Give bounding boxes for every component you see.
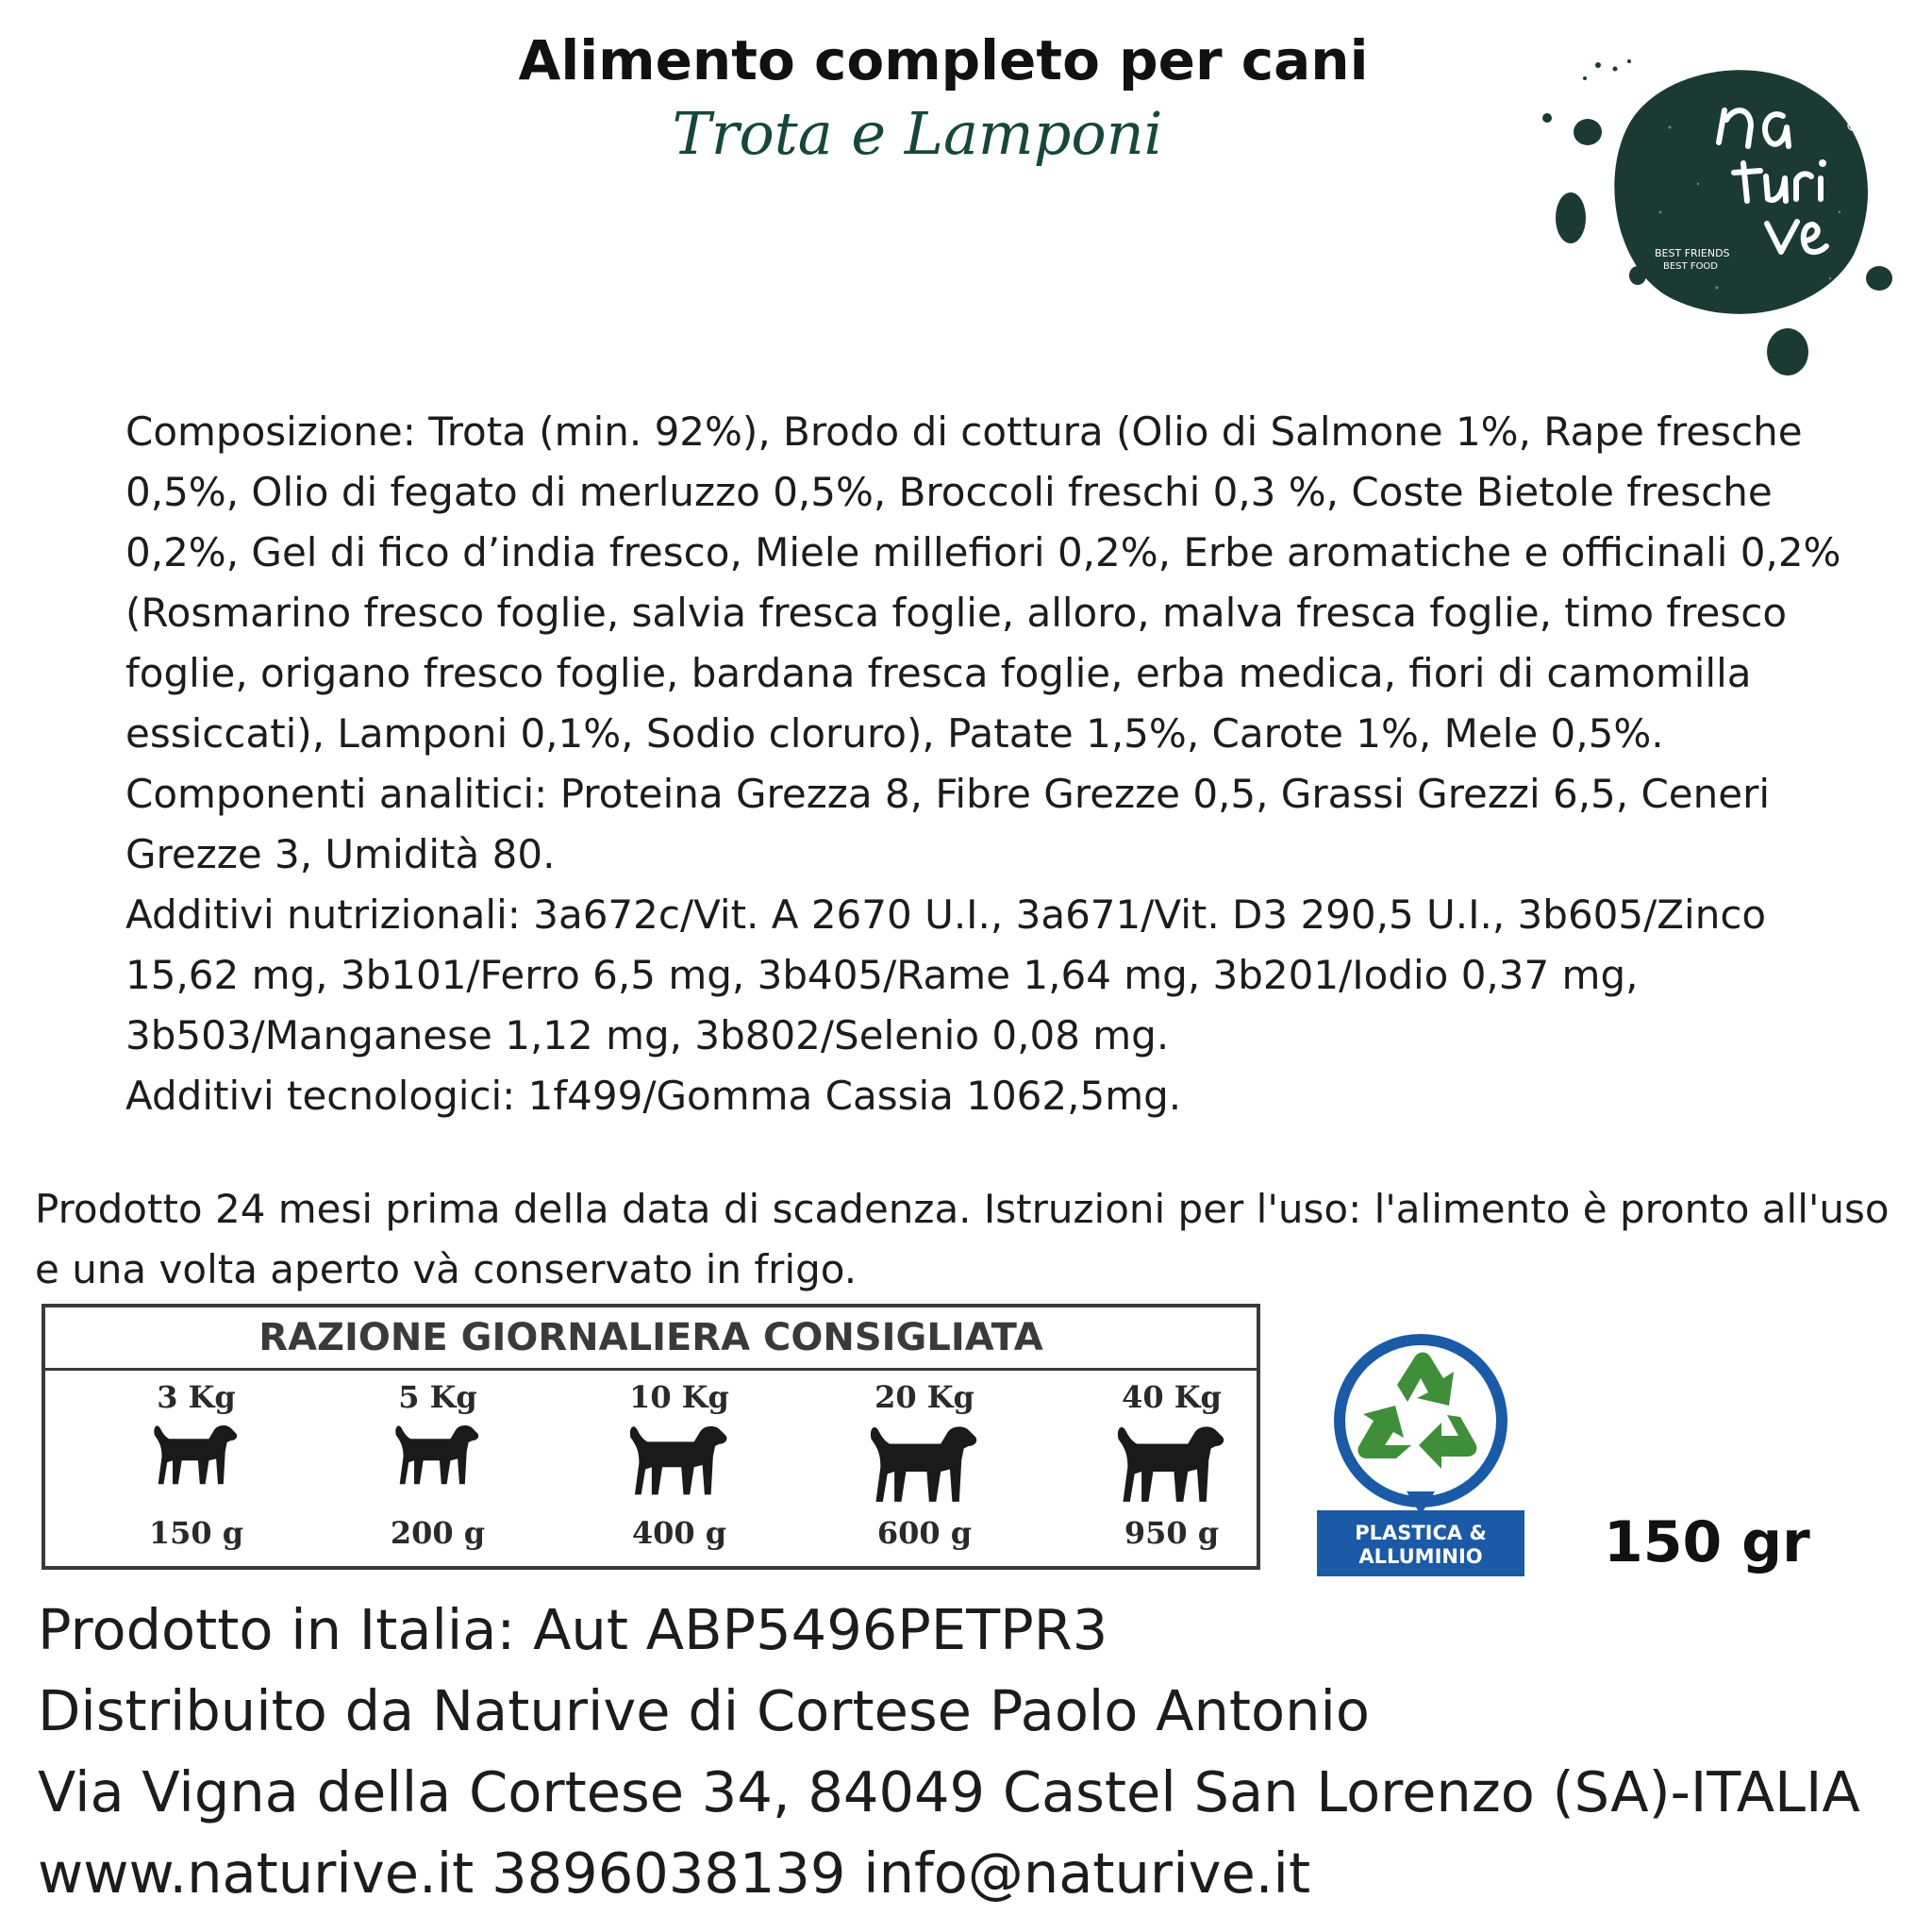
recycle-label-line1: PLASTICA &: [1355, 1522, 1487, 1544]
nutritional-additives-text: Additivi nutrizionali: 3a672c/Vit. A 2670 U.I., 3a671/Vit. D3 290,5 U.I., 3b605/Zinco 15,62 mg, 3b101/Ferro 6,5 mg, 3b405/Rame 1,64 mg, 3b201/Iodio 0,37 mg, 3b503/Manganese 1,12 mg, 3b802/Selenio 0,08 mg.: [125, 891, 1767, 1058]
net-weight: 150 gr: [1604, 1509, 1810, 1575]
daily-ration-label: 600 g: [876, 1515, 973, 1551]
ingredients-text: Composizione: Trota (min. 92%), Brodo di cottura (Olio di Salmone 1%, Rape fresche 0,5%, Olio di fegato di merluzzo 0,5%, Broccoli freschi 0,3 %, Coste Bietole fresche 0,2%, Gel di fico d’india fresco, Miele millefiori 0,2%, Erbe aromatiche e officinali 0,2% (Rosmarino fresco foglie, salvia fresca foglie, alloro, malva fresca foglie, timo fresco foglie, origano fresco foglie, bardana fresca foglie, erba medica, fiori di camomilla essiccati), Lamponi 0,1%, Sodio cloruro), Patate 1,5%, Carote 1%, Mele 0,5%.: [125, 408, 1841, 757]
dog-weight-label: 10 Kg: [629, 1379, 729, 1415]
ration-table-title: RAZIONE GIORNALIERA CONSIGLIATA: [45, 1307, 1257, 1371]
dog-icon: [151, 1421, 242, 1489]
distributor-line: Distribuito da Naturive di Cortese Paolo Antonio: [38, 1678, 1371, 1743]
daily-ration-label: 200 g: [390, 1515, 486, 1551]
dog-icon: [392, 1421, 483, 1489]
product-subtitle: Trota e Lamponi: [672, 99, 1163, 168]
address-line: Via Vigna della Cortese 34, 84049 Castel San Lorenzo (SA)-ITALIA: [38, 1759, 1860, 1824]
production-authorization: Prodotto in Italia: Aut ABP5496PETPR3: [38, 1597, 1108, 1662]
dog-weight-label: 40 Kg: [1122, 1379, 1222, 1415]
svg-text:BEST FOOD: BEST FOOD: [1663, 261, 1719, 272]
ration-column: [343, 1374, 532, 1551]
ration-column: [102, 1374, 291, 1551]
daily-ration-label: 950 g: [1124, 1515, 1220, 1551]
dog-weight-label: 20 Kg: [874, 1379, 974, 1415]
producer-info: [38, 1590, 1915, 1914]
dog-weight-label: 5 Kg: [398, 1379, 477, 1415]
recycle-icon: [1317, 1326, 1524, 1576]
ration-column: [1077, 1374, 1266, 1551]
contact-line: www.naturive.it 3896038139 info@naturive.it: [38, 1840, 1311, 1906]
composition-block: [125, 402, 1880, 1126]
usage-instructions: Prodotto 24 mesi prima della data di scadenza. Istruzioni per l'uso: l'alimento è pronto all'uso e una volta aperto và conservato in frigo.: [35, 1186, 1890, 1292]
ration-column: [830, 1374, 1019, 1551]
daily-ration-table: [42, 1304, 1260, 1570]
technological-additives-text: Additivi tecnologici: 1f499/Gomma Cassia 1062,5mg.: [125, 1073, 1182, 1119]
dog-icon: [626, 1421, 732, 1500]
ration-column: [585, 1374, 774, 1551]
dog-icon: [1113, 1421, 1230, 1507]
daily-ration-label: 400 g: [631, 1515, 727, 1551]
daily-ration-label: 150 g: [148, 1515, 244, 1551]
recycle-label-line2: ALLUMINIO: [1358, 1545, 1483, 1568]
svg-text:BEST FRIENDS: BEST FRIENDS: [1655, 247, 1730, 259]
dog-icon: [866, 1421, 983, 1507]
naturive-logo: [1528, 52, 1906, 377]
dog-weight-label: 3 Kg: [157, 1379, 236, 1415]
product-title: Alimento completo per cani: [518, 28, 1369, 92]
analytical-components-text: Componenti analitici: Proteina Grezza 8, Fibre Grezze 0,5, Grassi Grezzi 6,5, Ceneri Grezze 3, Umidità 80.: [125, 771, 1771, 877]
